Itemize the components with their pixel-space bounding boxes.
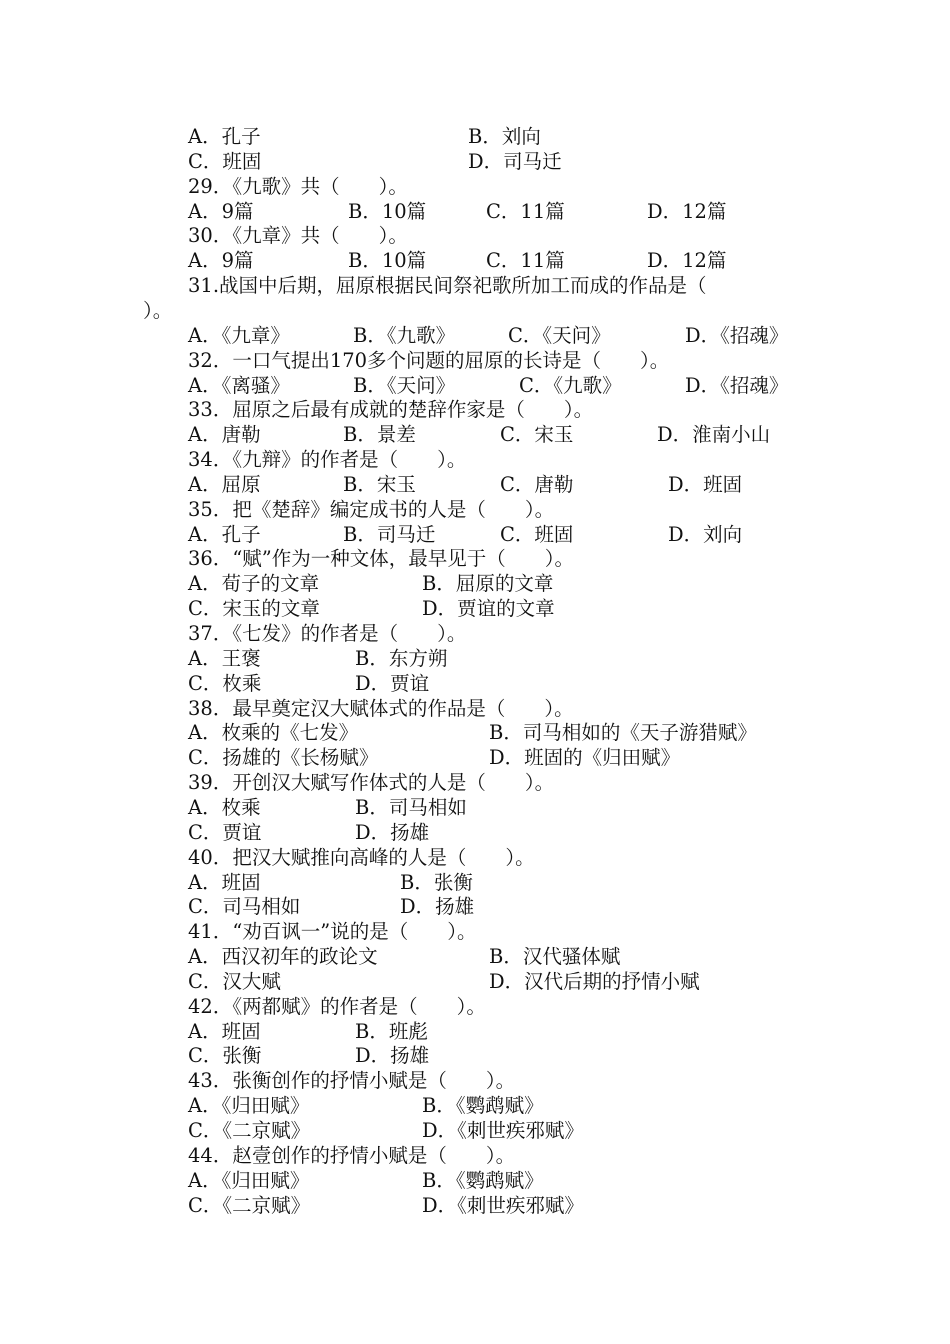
answer-option: C．班固 [500,523,574,546]
answer-option: D．班固 [668,473,743,496]
answer-option: D．《招魂》 [685,374,789,397]
answer-option: B．司马相如的《天子游猎赋》 [489,721,757,744]
answer-option: B．10篇 [348,200,427,223]
question-text: 43．张衡创作的抒情小赋是（ ）。 [188,1069,516,1092]
answer-option: C．宋玉 [500,423,574,446]
answer-option: C．班固 [188,150,262,173]
answer-option: D．贾谊 [355,672,430,695]
question-text: 29．《九歌》共（ ）。 [188,175,408,198]
answer-option: B．班彪 [355,1020,428,1043]
answer-option: A．9篇 [188,249,254,272]
answer-option: A．《归田赋》 [188,1094,310,1117]
answer-option: B．屈原的文章 [422,572,554,595]
question-text: 31.战国中后期，屈原根据民间祭祀歌所加工而成的作品是（ [188,274,707,297]
answer-option: D．扬雄 [355,821,430,844]
answer-option: B．东方朔 [355,647,448,670]
answer-option: D．刘向 [668,523,743,546]
question-text: 44．赵壹创作的抒情小赋是（ ）。 [188,1144,516,1167]
answer-option: B．宋玉 [343,473,416,496]
question-text: 39．开创汉大赋写作体式的人是（ ）。 [188,771,555,794]
answer-option: B．张衡 [400,871,473,894]
answer-option: D．《刺世疾邪赋》 [422,1194,584,1217]
answer-option: C．贾谊 [188,821,262,844]
answer-option: D．司马迁 [468,150,562,173]
answer-option: A．唐勒 [188,423,261,446]
answer-option: D．12篇 [647,200,727,223]
answer-option: D．12篇 [647,249,727,272]
answer-option: B．刘向 [468,125,541,148]
question-text: 30．《九章》共（ ）。 [188,224,408,247]
answer-option: A．9篇 [188,200,254,223]
answer-option: C．《九歌》 [519,374,622,397]
answer-option: C．唐勒 [500,473,574,496]
answer-option: D．班固的《归田赋》 [489,746,681,769]
answer-option: A．《归田赋》 [188,1169,310,1192]
answer-option: A．班固 [188,871,261,894]
question-continuation: ）。 [143,299,173,322]
question-text: 33．屈原之后最有成就的楚辞作家是（ ）。 [188,398,594,421]
answer-option: D．扬雄 [400,895,475,918]
answer-option: B．司马相如 [355,796,467,819]
answer-option: C．张衡 [188,1044,262,1067]
answer-option: A．孔子 [188,125,261,148]
answer-option: B．《九歌》 [353,324,456,347]
answer-option: C．扬雄的《长杨赋》 [188,746,379,769]
answer-option: C．汉大赋 [188,970,281,993]
question-text: 32．一口气提出170多个问题的屈原的长诗是（ ）。 [188,349,670,372]
question-text: 37．《七发》的作者是（ ）。 [188,622,467,645]
question-text: 36．“赋”作为一种文体，最早见于（ ）。 [188,547,575,570]
answer-option: A．《九章》 [188,324,290,347]
answer-option: A．孔子 [188,523,261,546]
answer-option: D．贾谊的文章 [422,597,555,620]
question-text: 35．把《楚辞》编定成书的人是（ ）。 [188,498,555,521]
answer-option: C．宋玉的文章 [188,597,320,620]
question-text: 41．“劝百讽一”说的是（ ）。 [188,920,477,943]
answer-option: C．《二京赋》 [188,1119,311,1142]
answer-option: C．11篇 [486,200,565,223]
answer-option: A．《离骚》 [188,374,290,397]
answer-option: A．枚乘的《七发》 [188,721,359,744]
answer-option: C．枚乘 [188,672,262,695]
question-text: 40．把汉大赋推向高峰的人是（ ）。 [188,846,535,869]
answer-option: B．《鹦鹉赋》 [422,1169,544,1192]
answer-option: C．《天问》 [508,324,611,347]
answer-option: B．汉代骚体赋 [489,945,621,968]
answer-option: C．《二京赋》 [188,1194,311,1217]
answer-option: C．11篇 [486,249,565,272]
question-text: 38．最早奠定汉大赋体式的作品是（ ）。 [188,697,574,720]
question-text: 34．《九辩》的作者是（ ）。 [188,448,467,471]
answer-option: A．班固 [188,1020,261,1043]
answer-option: A．屈原 [188,473,261,496]
answer-option: C．司马相如 [188,895,301,918]
answer-option: B．《天问》 [353,374,456,397]
answer-option: B．10篇 [348,249,427,272]
answer-option: D．汉代后期的抒情小赋 [489,970,700,993]
question-text: 42．《两都赋》的作者是（ ）。 [188,995,486,1018]
answer-option: A．枚乘 [188,796,261,819]
answer-option: D．《刺世疾邪赋》 [422,1119,584,1142]
answer-option: B．司马迁 [343,523,436,546]
answer-option: D．《招魂》 [685,324,789,347]
answer-option: D．扬雄 [355,1044,430,1067]
answer-option: D．淮南小山 [657,423,771,446]
answer-option: A．荀子的文章 [188,572,320,595]
answer-option: A．西汉初年的政论文 [188,945,378,968]
answer-option: B．《鹦鹉赋》 [422,1094,544,1117]
answer-option: A．王褒 [188,647,261,670]
answer-option: B．景差 [343,423,416,446]
